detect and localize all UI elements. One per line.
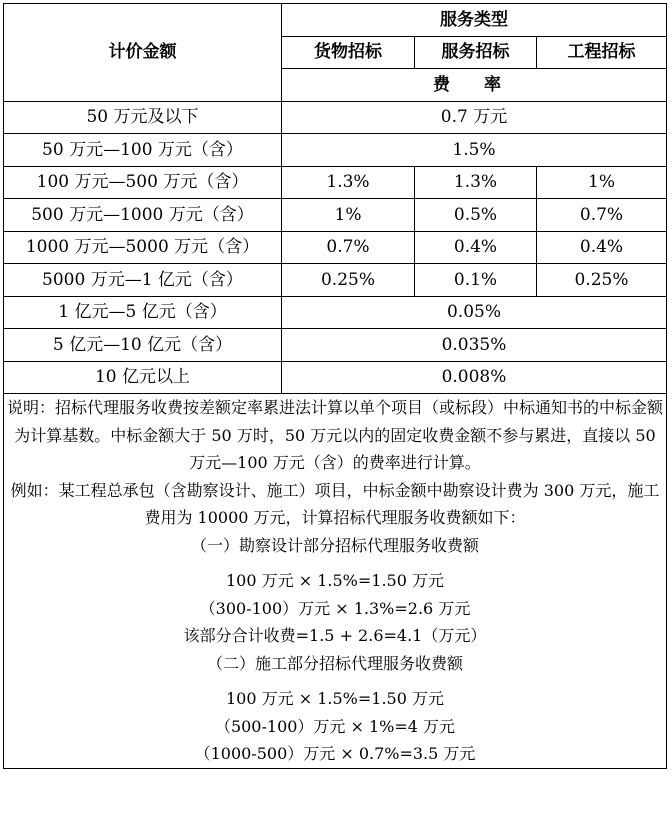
amount-range: 50 万元—100 万元（含）	[4, 134, 282, 167]
table-row	[4, 101, 667, 134]
services-header: 服务招标	[415, 36, 537, 69]
rate-merged: 0.008%	[282, 361, 667, 394]
table-row	[4, 296, 667, 329]
explanation-text: 说明：招标代理服务收费按差额定率累进法计算以单个项目（或标段）中标通知书的中标金额为计算基数。中标金额大于 50 万时，50 万元以内的固定收费金额不参与累进，直接以 50 万元—100 万元（含）的费率进行计算。	[6, 398, 663, 472]
rate-engineering: 0.7%	[537, 199, 667, 232]
amount-range: 100 万元—500 万元（含）	[4, 166, 282, 199]
rate-goods: 1%	[282, 199, 415, 232]
table-row	[4, 329, 667, 362]
table-row	[4, 264, 667, 297]
rate-services: 1.3%	[415, 166, 537, 199]
amount-range: 1000 万元—5000 万元（含）	[4, 231, 282, 264]
table-row	[4, 361, 667, 394]
rate-merged: 0.05%	[282, 296, 667, 329]
engineering-header: 工程招标	[537, 36, 667, 69]
rate-merged: 0.035%	[282, 329, 667, 362]
calc-line: （500-100）万元 × 1%=4 万元	[214, 716, 456, 736]
header-row-1	[4, 4, 667, 37]
table-row	[4, 231, 667, 264]
rate-engineering: 0.25%	[537, 264, 667, 297]
section1-title: （一）勘察设计部分招标代理服务收费额	[190, 535, 479, 555]
rate-goods: 1.3%	[282, 166, 415, 199]
section2-title: （二）施工部分招标代理服务收费额	[206, 653, 463, 673]
calc-line: 100 万元 × 1.5%=1.50 万元	[226, 571, 444, 590]
calc-line: 100 万元 × 1.5%=1.50 万元	[226, 689, 444, 708]
table-row	[4, 199, 667, 232]
rate-merged: 1.5%	[282, 134, 667, 167]
goods-header: 货物招标	[282, 36, 415, 69]
amount-header: 计价金额	[4, 4, 282, 102]
table-row	[4, 134, 667, 167]
table-row	[4, 166, 667, 199]
rate-services: 0.5%	[415, 199, 537, 232]
fee-rate-table	[3, 3, 667, 769]
rate-engineering: 0.4%	[537, 231, 667, 264]
rate-merged: 0.7 万元	[282, 101, 667, 134]
subtotal-line: 该部分合计收费=1.5 + 2.6=4.1（万元）	[183, 626, 487, 645]
amount-range: 5 亿元—10 亿元（含）	[4, 329, 282, 362]
rate-goods: 0.7%	[282, 231, 415, 264]
rate-engineering: 1%	[537, 166, 667, 199]
notes-cell	[4, 394, 667, 769]
notes-row	[4, 394, 667, 769]
amount-range: 500 万元—1000 万元（含）	[4, 199, 282, 232]
example-intro-text: 例如：某工程总承包（含勘察设计、施工）项目，中标金额中勘察设计费为 300 万元，施工费用为 10000 万元，计算招标代理服务收费额如下：	[10, 480, 660, 527]
service-type-header: 服务类型	[282, 4, 667, 37]
amount-range: 1 亿元—5 亿元（含）	[4, 296, 282, 329]
rate-services: 0.4%	[415, 231, 537, 264]
amount-range: 10 亿元以上	[4, 361, 282, 394]
rate-header: 费 率	[282, 69, 667, 102]
amount-range: 50 万元及以下	[4, 101, 282, 134]
rate-goods: 0.25%	[282, 264, 415, 297]
calc-line: （1000-500）万元 × 0.7%=3.5 万元	[194, 744, 476, 763]
amount-range: 5000 万元—1 亿元（含）	[4, 264, 282, 297]
rate-services: 0.1%	[415, 264, 537, 297]
calc-line: （300-100）万元 × 1.3%=2.6 万元	[199, 598, 471, 618]
